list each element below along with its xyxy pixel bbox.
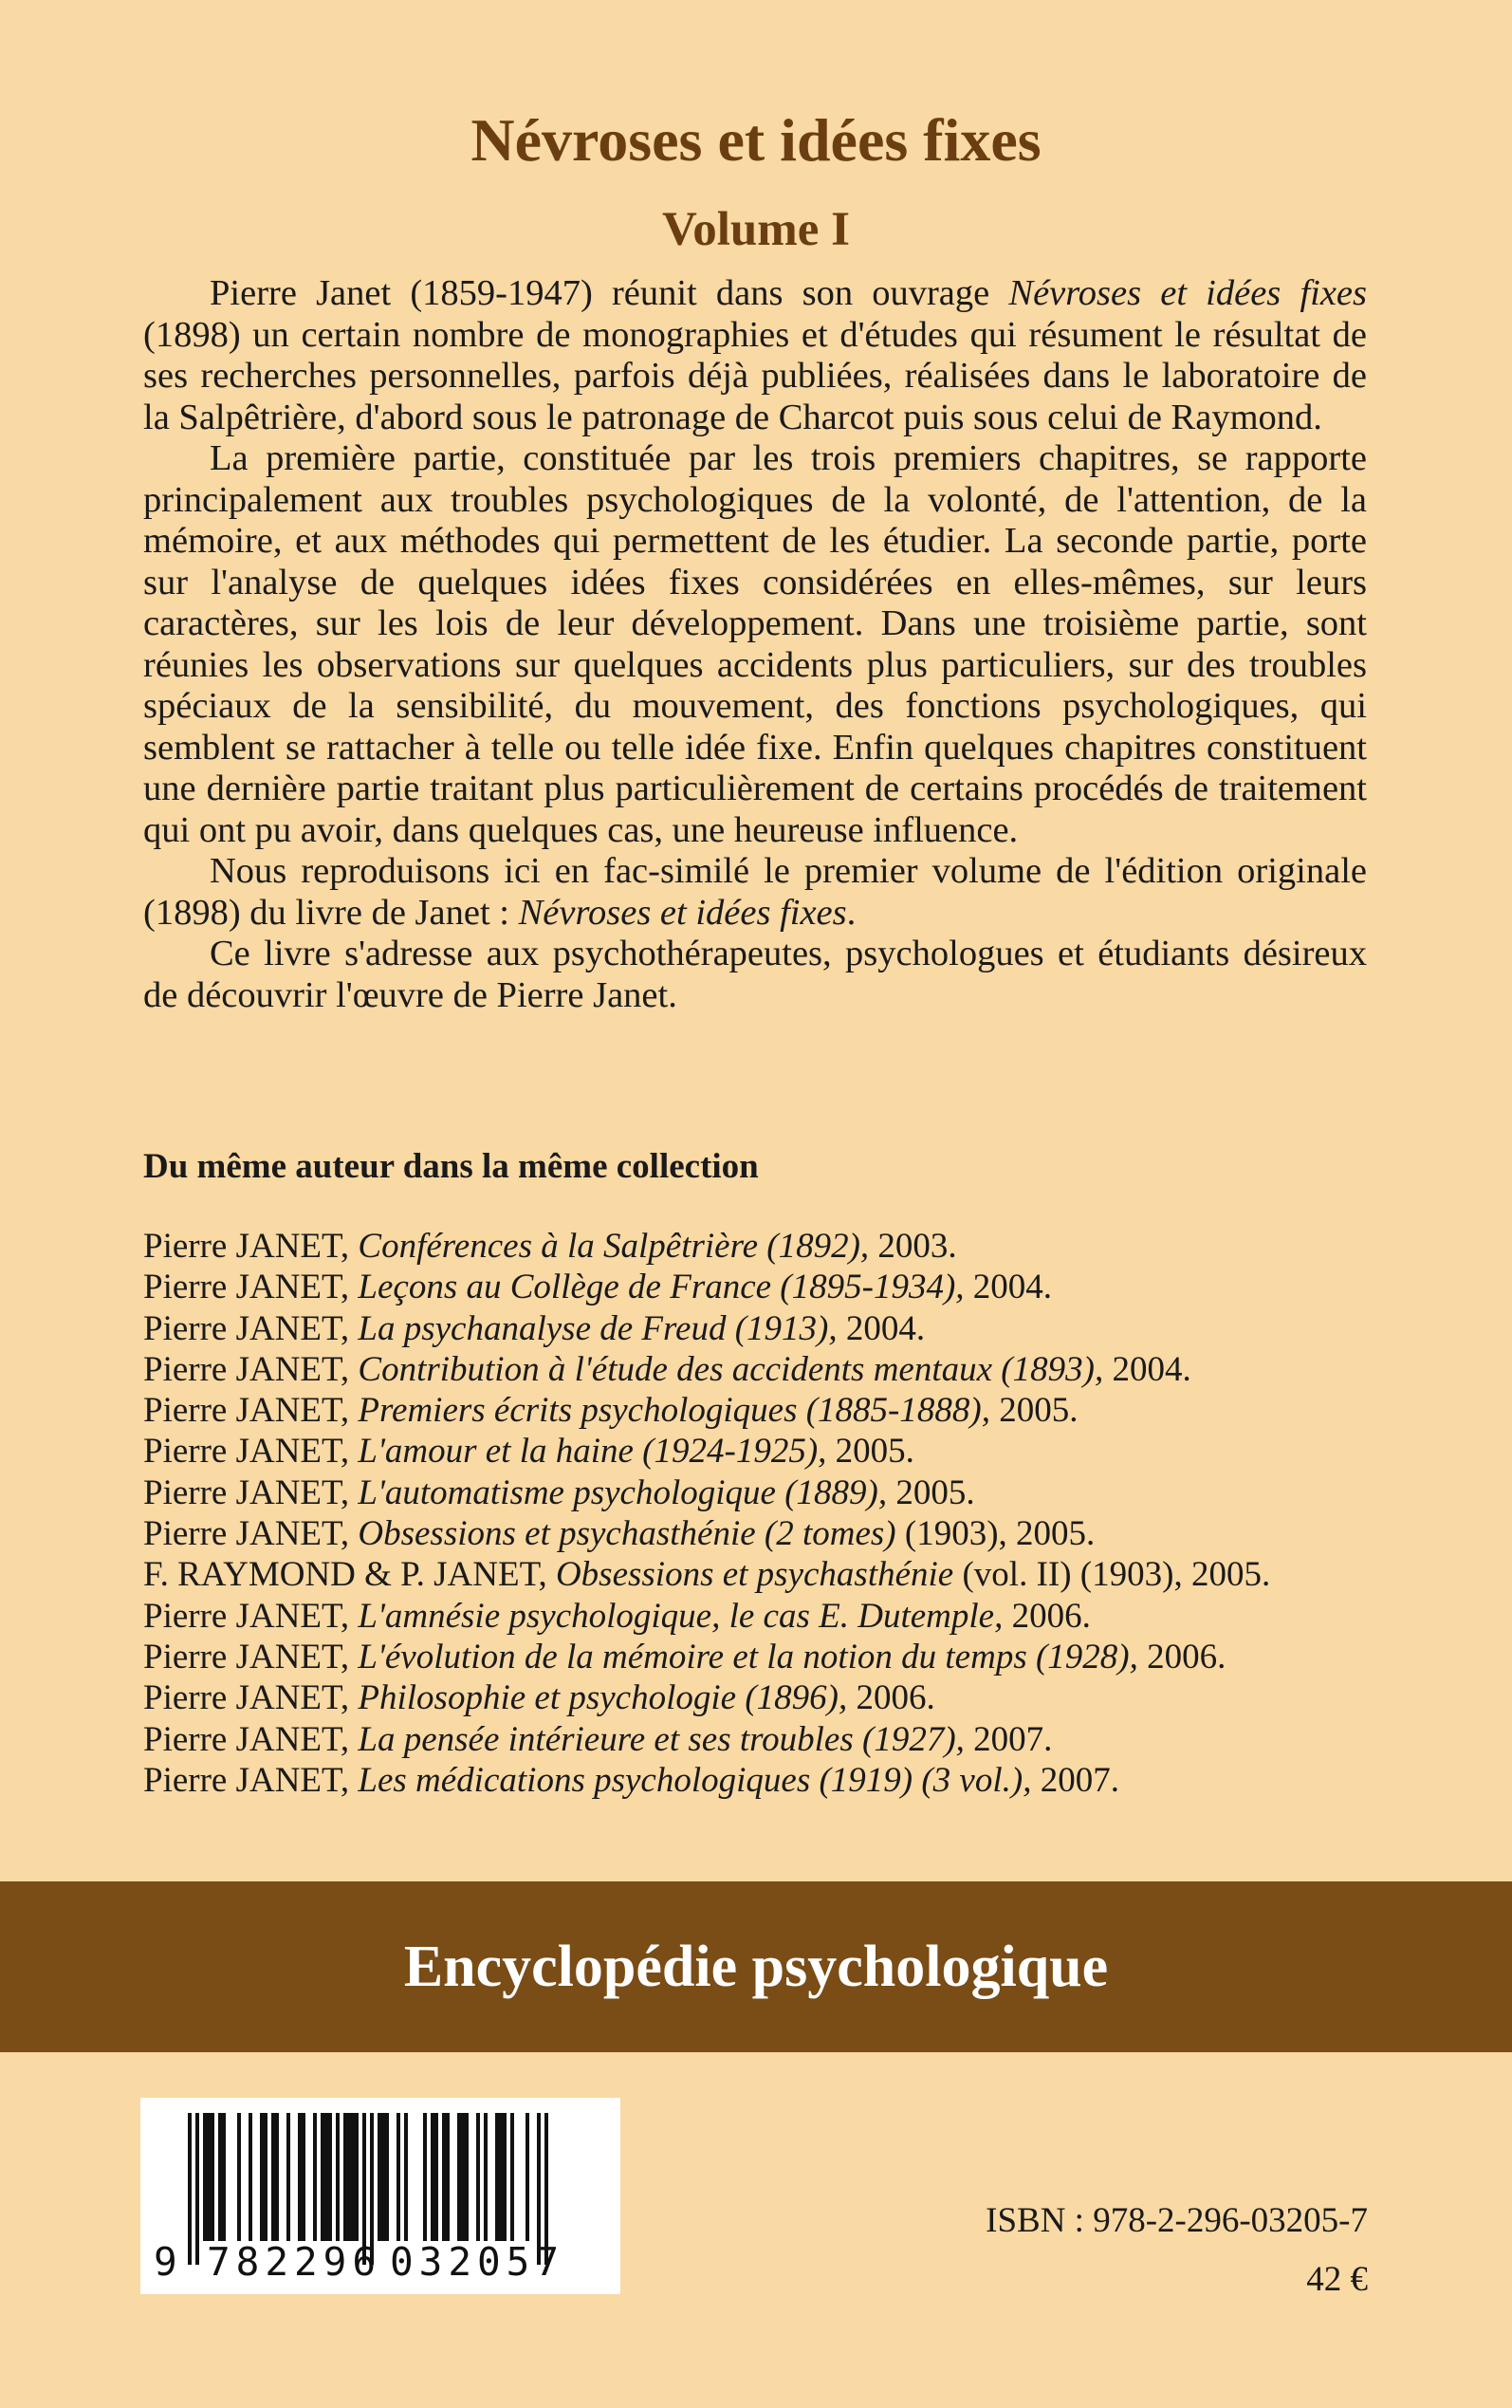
barcode-bar bbox=[510, 2113, 514, 2241]
same-author-item bbox=[143, 1554, 1395, 1595]
item-year: 2006. bbox=[1137, 1637, 1226, 1676]
same-author-item bbox=[143, 1719, 1395, 1760]
item-author: Pierre JANET, bbox=[143, 1637, 359, 1676]
item-title: La pensée intérieure et ses troubles (1927), bbox=[358, 1719, 965, 1759]
barcode-bar bbox=[476, 2113, 480, 2241]
same-author-item bbox=[143, 1308, 1395, 1349]
item-year: 2004. bbox=[837, 1308, 926, 1348]
barcode-bar bbox=[343, 2113, 347, 2241]
item-title: Philosophie et psychologie (1896), bbox=[358, 1678, 848, 1718]
barcode-bar bbox=[431, 2113, 434, 2241]
item-title: Conférences à la Salpêtrière (1892), bbox=[358, 1227, 870, 1266]
barcode-bar bbox=[218, 2113, 222, 2241]
barcode-lead-digit: 9 bbox=[154, 2239, 177, 2285]
item-year: 2006. bbox=[847, 1678, 935, 1718]
item-author: Pierre JANET, bbox=[143, 1308, 359, 1348]
description-paragraph-4: Ce livre s'adresse aux psychothérapeutes, psychologues et étudiants désireux de découvrir l'œuvre de Pierre Janet. bbox=[143, 934, 1367, 1015]
barcode-bar bbox=[461, 2113, 465, 2241]
description-paragraph-1: Pierre Janet (1859-1947) réunit dans son ouvrage Névroses et idées fixes (1898) un certain nombre de monographies et d'études qui résument le résultat de ses recherches personnelles, parfois déjà publiées, réalisées dans le laboratoire de la Salpêtrière, d'abord sous le patronage de Charcot puis sous celui de Raymond. bbox=[143, 273, 1367, 437]
barcode-right-digits: 032057 bbox=[390, 2239, 559, 2285]
barcode-bar bbox=[298, 2113, 302, 2241]
barcode-bar bbox=[237, 2113, 241, 2241]
same-author-list bbox=[143, 1226, 1395, 1801]
barcode-bar bbox=[396, 2113, 400, 2241]
item-title: L'amnésie psychologique, le cas E. Dutemple, bbox=[358, 1596, 1004, 1636]
item-author: Pierre JANET, bbox=[143, 1678, 359, 1718]
item-author: Pierre JANET, bbox=[143, 1760, 359, 1800]
barcode-bar bbox=[207, 2113, 211, 2241]
item-author: Pierre JANET, bbox=[143, 1391, 359, 1431]
barcode-bar bbox=[503, 2113, 507, 2241]
barcode-bar bbox=[195, 2113, 199, 2265]
collection-title: Encyclopédie psychologique bbox=[403, 1935, 1109, 1999]
item-author: Pierre JANET, bbox=[143, 1268, 359, 1307]
barcode-bar bbox=[351, 2113, 355, 2241]
same-author-item bbox=[143, 1267, 1395, 1307]
item-year: 2005. bbox=[989, 1391, 1079, 1431]
item-title: Obsessions et psychasthénie (2 tomes) bbox=[358, 1514, 896, 1554]
barcode-left-digits: 782296 bbox=[207, 2239, 376, 2285]
barcode-bar bbox=[484, 2113, 488, 2241]
barcode-bar bbox=[347, 2113, 351, 2241]
same-author-item bbox=[143, 1226, 1395, 1267]
same-author-item bbox=[143, 1473, 1395, 1513]
item-title: L'évolution de la mémoire et la notion du temps (1928), bbox=[358, 1637, 1138, 1676]
same-author-item bbox=[143, 1390, 1395, 1431]
barcode-bar bbox=[495, 2113, 499, 2241]
barcode-bar bbox=[465, 2113, 469, 2241]
barcode-bar bbox=[203, 2113, 207, 2241]
item-year: 2004. bbox=[964, 1268, 1053, 1307]
volume-subtitle: Volume I bbox=[662, 203, 850, 256]
barcode-graphic bbox=[140, 2098, 620, 2294]
collection-band bbox=[0, 1881, 1512, 2052]
item-year: 2007. bbox=[1031, 1760, 1119, 1800]
item-year: 2005. bbox=[826, 1432, 914, 1472]
barcode-bar bbox=[336, 2113, 340, 2241]
same-author-item bbox=[143, 1349, 1395, 1390]
item-title: Premiers écrits psychologiques (1885-1888), bbox=[358, 1391, 990, 1431]
item-author: Pierre JANET, bbox=[143, 1473, 359, 1512]
item-author: Pierre JANET, bbox=[143, 1432, 359, 1472]
same-author-item bbox=[143, 1596, 1395, 1637]
barcode-bar bbox=[423, 2113, 427, 2241]
barcode-bar bbox=[526, 2113, 529, 2241]
barcode-bar bbox=[222, 2113, 226, 2241]
item-title: Leçons au Collège de France (1895-1934), bbox=[358, 1268, 965, 1307]
barcode-bar bbox=[249, 2113, 252, 2241]
barcode-bar bbox=[434, 2113, 438, 2241]
barcode-bar bbox=[286, 2113, 290, 2241]
barcode bbox=[140, 2098, 620, 2294]
price: 42 € bbox=[1306, 2260, 1368, 2299]
barcode-bar bbox=[355, 2113, 359, 2241]
same-author-item bbox=[143, 1431, 1395, 1472]
item-title: Les médications psychologiques (1919) (3 vol.), bbox=[358, 1760, 1032, 1800]
item-title: Contribution à l'étude des accidents mentaux (1893), bbox=[358, 1349, 1104, 1389]
barcode-bar bbox=[321, 2113, 324, 2241]
barcode-bar bbox=[385, 2113, 389, 2241]
item-title: Obsessions et psychasthénie bbox=[555, 1555, 954, 1595]
barcode-bar bbox=[442, 2113, 446, 2241]
item-title: L'amour et la haine (1924-1925), bbox=[358, 1432, 827, 1472]
same-author-item bbox=[143, 1637, 1395, 1677]
item-title: La psychanalyse de Freud (1913), bbox=[358, 1308, 838, 1348]
barcode-bar bbox=[457, 2113, 461, 2241]
barcode-bar bbox=[211, 2113, 214, 2241]
barcode-bar bbox=[260, 2113, 264, 2241]
barcode-bar bbox=[381, 2113, 385, 2241]
item-author: Pierre JANET, bbox=[143, 1514, 359, 1554]
item-year: 2007. bbox=[964, 1719, 1053, 1759]
book-title: Névroses et idées fixes bbox=[470, 106, 1042, 174]
description-paragraph-3: Nous reproduisons ici en fac-similé le premier volume de l'édition originale (1898) du livre de Janet : Névroses et idées fixes. bbox=[143, 851, 1367, 933]
isbn: ISBN : 978-2-296-03205-7 bbox=[986, 2201, 1368, 2240]
same-author-item bbox=[143, 1513, 1395, 1554]
item-author: Pierre JANET, bbox=[143, 1349, 359, 1389]
same-author-item bbox=[143, 1760, 1395, 1801]
item-title: L'automatisme psychologique (1889), bbox=[358, 1473, 888, 1512]
barcode-bar bbox=[446, 2113, 450, 2241]
item-year: 2006. bbox=[1003, 1596, 1091, 1636]
item-year: 2004. bbox=[1103, 1349, 1191, 1389]
barcode-bar bbox=[499, 2113, 503, 2241]
barcode-bar bbox=[188, 2113, 192, 2265]
item-author: Pierre JANET, bbox=[143, 1719, 359, 1759]
item-year: 2003. bbox=[869, 1227, 957, 1266]
item-year: (vol. II) (1903), 2005. bbox=[953, 1555, 1271, 1595]
barcode-bar bbox=[404, 2113, 408, 2241]
barcode-bar bbox=[313, 2113, 317, 2241]
barcode-bar bbox=[328, 2113, 332, 2241]
item-year: (1903), 2005. bbox=[895, 1514, 1096, 1554]
item-year: 2005. bbox=[887, 1473, 975, 1512]
description-paragraph-2: La première partie, constituée par les trois premiers chapitres, se rapporte principalement aux troubles psychologiques de la volonté, de l'attention, de la mémoire, et aux méthodes qui permettent de les étudier. La seconde partie, porte sur l'analyse de quelques idées fixes considérées en elles-mêmes, sur leurs caractères, sur les lois de leur développement. Dans une troisième partie, sont réunies les observations sur quelques accidents plus particuliers, sur des troubles spéciaux de la sensibilité, du mouvement, des fonctions psychologiques, qui semblent se rattacher à telle ou telle idée fixe. Enfin quelques chapitres constituent une dernière partie traitant plus particulièrement de certains procédés de traitement qui ont pu avoir, dans quelques cas, une heureuse influence. bbox=[143, 438, 1367, 850]
barcode-bar bbox=[324, 2113, 328, 2241]
book-description bbox=[143, 273, 1367, 1016]
item-author: F. RAYMOND & P. JANET, bbox=[143, 1555, 556, 1595]
same-author-heading: Du même auteur dans la même collection bbox=[143, 1147, 759, 1186]
barcode-bar bbox=[275, 2113, 279, 2241]
barcode-bar bbox=[264, 2113, 267, 2241]
item-author: Pierre JANET, bbox=[143, 1596, 359, 1636]
barcode-bar bbox=[378, 2113, 381, 2241]
barcode-bar bbox=[271, 2113, 275, 2241]
same-author-item bbox=[143, 1677, 1395, 1718]
barcode-bar bbox=[302, 2113, 305, 2241]
item-author: Pierre JANET, bbox=[143, 1227, 359, 1266]
